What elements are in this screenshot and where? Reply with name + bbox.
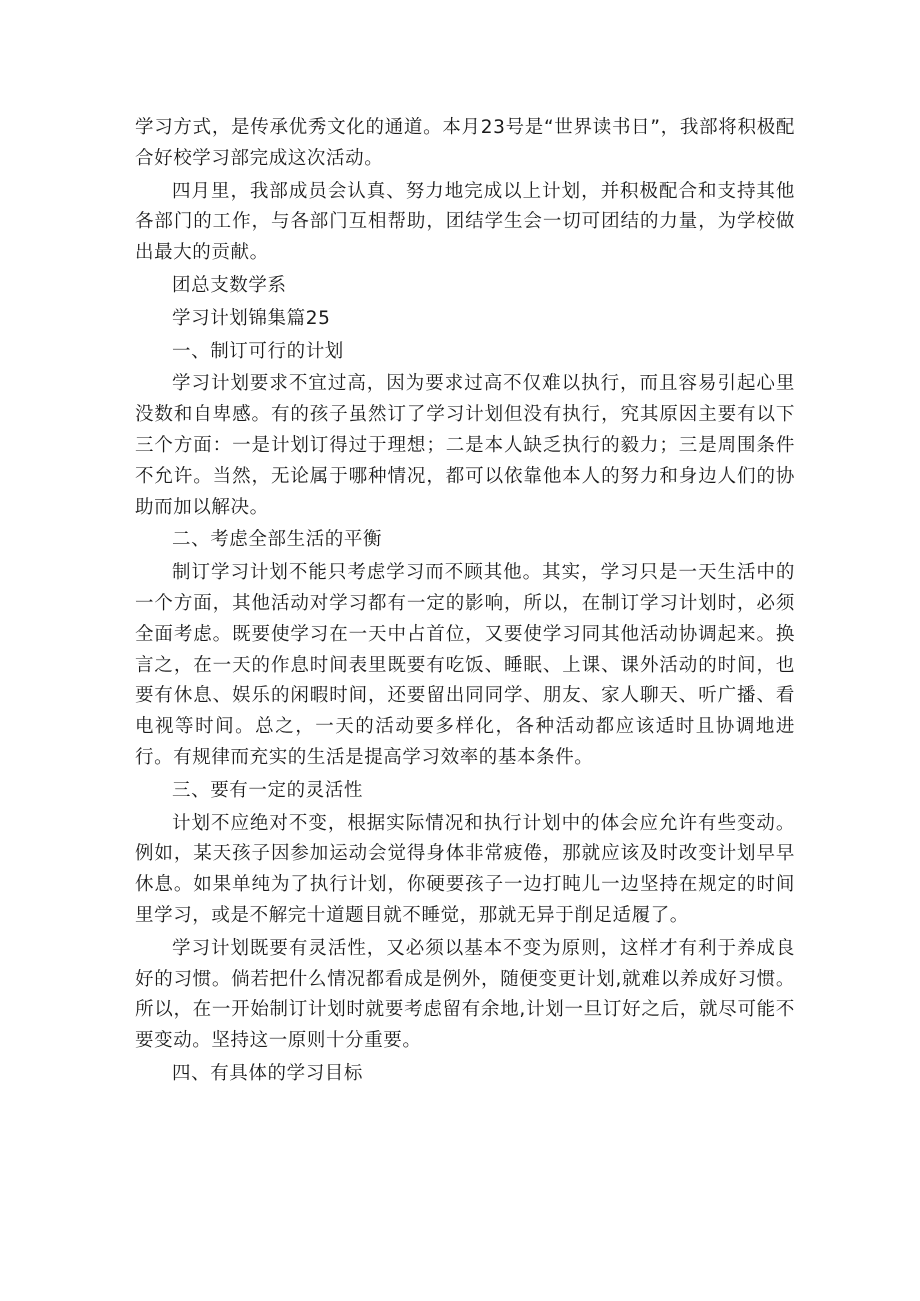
paragraph-continuation: 学习方式，是传承优秀文化的通道。本月23号是“世界读书日”，我部将积极配合好校学习部完成这次活动。 xyxy=(135,117,795,169)
subheading: 四、有具体的学习目标 xyxy=(172,1062,364,1084)
paragraph: 学习计划要求不宜过高，因为要求过高不仅难以执行，而且容易引起心里没数和自卑感。有的孩子虽然订了学习计划但没有执行，究其原因主要有以下三个方面：一是计划订得过于理想；二是本人缺乏执行的毅力；三是周围条件不允许。当然，无论属于哪种情况，都可以依靠他本人的努力和身边人们的协助而加以解决。 xyxy=(135,373,795,518)
paragraph: 四月里，我部成员会认真、努力地完成以上计划，并积极配合和支持其他各部门的工作，与各部门互相帮助，团结学生会一切可团结的力量，为学校做出最大的贡献。 xyxy=(135,180,795,264)
subheading: 二、考虑全部生活的平衡 xyxy=(172,529,383,551)
section-title: 学习计划锦集篇25 xyxy=(172,307,331,329)
subheading: 三、要有一定的灵活性 xyxy=(172,779,364,801)
paragraph: 制订学习计划不能只考虑学习而不顾其他。其实，学习只是一天生活中的一个方面，其他活动对学习都有一定的影响，所以，在制订学习计划时，必须全面考虑。既要使学习在一天中占首位，又要使学习同其他活动协调起来。换言之，在一天的作息时间表里既要有吃饭、睡眠、上课、课外活动的时间，也要有休息、娱乐的闲暇时间，还要留出同同学、朋友、家人聊天、听广播、看电视等时间。总之，一天的活动要多样化，各种活动都应该适时且协调地进行。有规律而充实的生活是提高学习效率的基本条件。 xyxy=(135,562,795,768)
subheading: 一、制订可行的计划 xyxy=(172,340,344,362)
document-body xyxy=(135,113,795,1092)
paragraph: 学习计划既要有灵活性，又必须以基本不变为原则，这样才有利于养成良好的习惯。倘若把什么情况都看成是例外，随便变更计划,就难以养成好习惯。所以，在一开始制订计划时就要考虑留有余地,计划一旦订好之后，就尽可能不要变动。坚持这一原则十分重要。 xyxy=(135,937,795,1052)
signature-line: 团总支数学系 xyxy=(172,274,287,296)
paragraph: 计划不应绝对不变，根据实际情况和执行计划中的体会应允许有些变动。例如，某天孩子因参加运动会觉得身体非常疲倦，那就应该及时改变计划早早休息。如果单纯为了执行计划，你硬要孩子一边打盹儿一边坚持在规定的时间里学习，或是不解完十道题目就不睡觉，那就无异于削足适履了。 xyxy=(135,812,795,926)
